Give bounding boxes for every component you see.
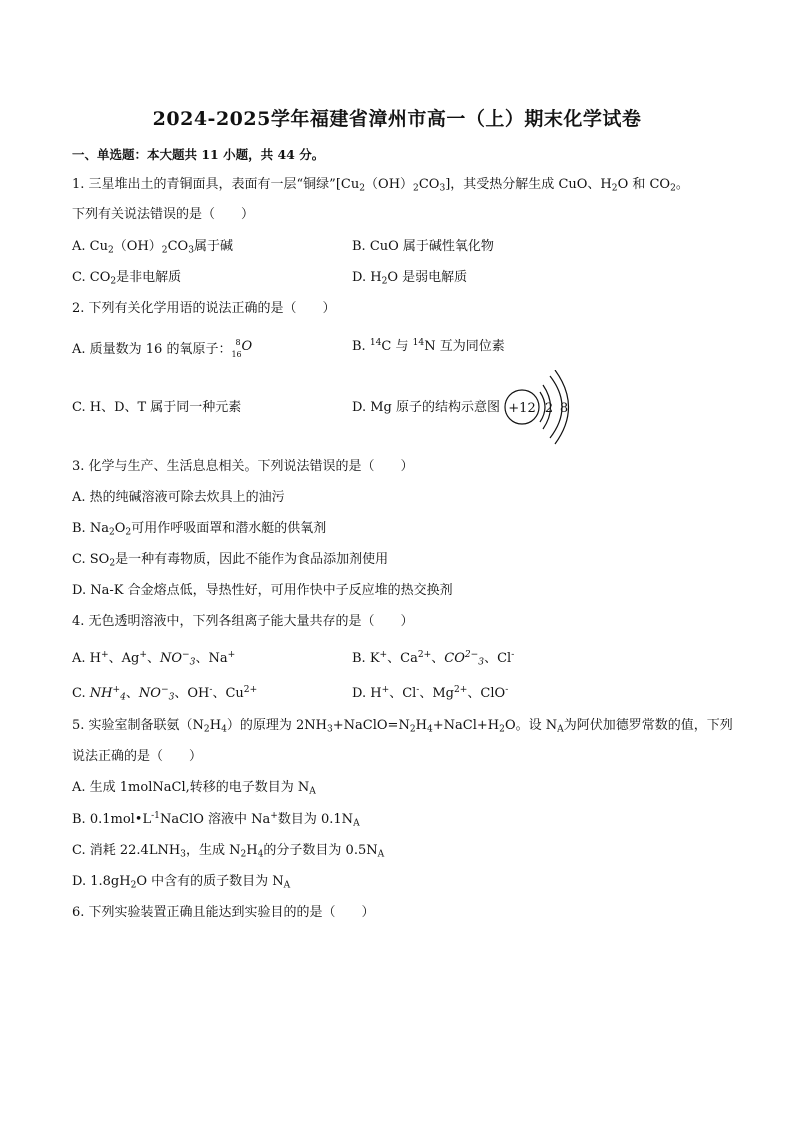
q5-option-d: D. $1.8gH_2O$ 中含有的质子数目为 $N_A$ — [72, 874, 291, 891]
shell-1-electrons: 2 — [544, 401, 554, 416]
oxygen-nuclide: 8 16 O — [231, 338, 253, 359]
q3-stem: 3. 化学与生产、生活息息相关。下列说法错误的是（ ） — [72, 459, 414, 474]
q1-option-b: B. CuO 属于碱性氧化物 — [352, 239, 494, 254]
q1-stem-line2: 下列有关说法错误的是（ ） — [72, 207, 255, 222]
q3-option-a: A. 热的纯碱溶液可除去炊具上的油污 — [72, 490, 285, 505]
mg-atom-diagram — [500, 370, 580, 446]
q2-stem: 2. 下列有关化学用语的说法正确的是（ ） — [72, 301, 336, 316]
q5-option-a: A. 生成 1molNaCl,转移的电子数目为 $N_A$ — [72, 780, 316, 797]
q1-stem-line1: 1. 三星堆出土的青铜面具，表面有一层“铜绿$”[Cu_2(OH)_2CO_3]$，其受热分解生成 CuO、$H_2O$ 和 $CO_2$。 — [72, 177, 689, 194]
q4-option-c: C. $NH^+_4$、$NO^-_3$、OH-、$Cu^{2+}$ — [72, 685, 258, 703]
q2-option-c: C. H、D、T 属于同一种元素 — [72, 400, 242, 415]
q1-option-a: A. $Cu_2(OH)_2CO_3$属于碱 — [72, 239, 233, 256]
q5-stem-line2: 说法正确的是（ ） — [72, 749, 203, 764]
q3-option-d: D. Na-K 合金熔点低，导热性好，可用作快中子反应堆的热交换剂 — [72, 583, 453, 598]
q3-option-b: B. $Na_2O_2$可用作呼吸面罩和潜水艇的供氧剂 — [72, 521, 327, 538]
q6-stem: 6. 下列实验装置正确且能达到实验目的的是（ ） — [72, 905, 375, 920]
q5-option-b: B. $0.1mol•L^{-1}NaClO$ 溶液中 Na+数目为 $0.1N_A$ — [72, 811, 360, 829]
q2-option-a: A. 质量数为 16 的氧原子： 8 16 O — [72, 338, 253, 359]
q3-option-c: C. $SO_2$是一种有毒物质，因此不能作为食品添加剂使用 — [72, 552, 389, 569]
q5-stem-line1: 5. 实验室制备联氨$(N_2H_4)$的原理为 $2NH_3+NaClO=N_2H_4+NaCl+H_2O$。设 $N_A$为阿伏加德罗常数的值，下列 — [72, 718, 733, 735]
q2-option-b: B. $^{14}$C 与 $^{14}$N 互为同位素 — [352, 338, 505, 354]
nucleus-charge: +12 — [508, 401, 536, 416]
q2-option-d: D. Mg 原子的结构示意图 — [352, 400, 500, 415]
q4-stem: 4. 无色透明溶液中，下列各组离子能大量共存的是（ ） — [72, 614, 414, 629]
section-heading: 一、单选题：本大题共 11 小题，共 44 分。 — [72, 147, 325, 162]
q4-option-d: D. H+、Cl-、$Mg^{2+}$、ClO- — [352, 685, 509, 701]
page-title: 2024-2025学年福建省漳州市高一（上）期末化学试卷 — [152, 108, 642, 130]
q4-option-b: B. K+、$Ca^{2+}$、$CO^{2-}_3$、Cl- — [352, 650, 515, 668]
q5-option-c: C. 消耗 $22.4LNH_3$，生成 $N_2H_4$的分子数目为 $0.5N_A$ — [72, 843, 385, 860]
q4-option-a: A. H+、Ag+、$NO^-_3$、Na+ — [72, 650, 236, 668]
q1-option-c: C. $CO_2$是非电解质 — [72, 270, 182, 287]
shell-2-electrons: 8 — [559, 401, 569, 416]
q1-option-d: D. $H_2O$ 是弱电解质 — [352, 270, 468, 287]
